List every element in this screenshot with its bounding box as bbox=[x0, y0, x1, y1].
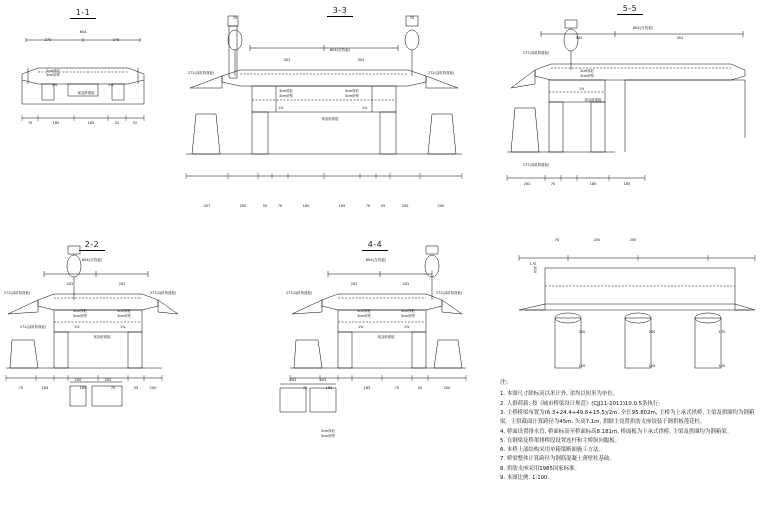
detail-callout-left: 200 202 bbox=[66, 378, 126, 418]
note-item: 2. 人群荷载: 按《城市桥梁设计规范》(CJJ11-2011)10.0.5条执行; bbox=[500, 400, 661, 407]
section-title: 1-1 bbox=[8, 8, 158, 17]
note-item: 4. 桥面设置排水管, 桥面标高至桥面标高8.181m, 桥面板为下承式拱桥, 主梁及拱圈均为钢箱梁。 bbox=[500, 428, 732, 435]
section-2-2: 2-2 604(含挡板) 202 202 272(浇筑桥面板) 272(浇筑桥面板) 3cm厚砼 3cm砂浆 3cm厚砼 3cm砂浆 1% 1% 现浇桥面板 272(浇筑桥面板) 70 185 185 70 55 200 bbox=[4, 240, 177, 390]
detail-callout-right: 202 202 3cm厚砼 3cm砂浆 bbox=[276, 378, 346, 428]
note-item: 9. 本图比例: 1:100. bbox=[500, 474, 550, 481]
section-title: 4-4 bbox=[320, 240, 430, 249]
section-title: 3-3 bbox=[290, 6, 390, 15]
section-1-1: 1-1 604 275 275 3cm厚砼 3cm砂浆 1% 1% 现浇桥面板 70 185 185 52 52 bbox=[8, 8, 158, 138]
note-item: 5. 在钢梁及桥架排桥段设置连杆和主桥纵向腹板。 bbox=[500, 437, 621, 444]
note-item: 7. 桥梁整体计算跨径为钢筋混凝土薄壁柱基础。 bbox=[500, 456, 615, 463]
section-3-3: 3-3 604(含挡板) 302 302 272(浇筑桥面板) 272(浇筑桥面板) 3cm厚砼 3cm砂浆 3cm厚砼 3cm砂浆 1% 1% 现浇桥面板 207 200 55 70 185 185 70 55 200 200 70 70 bbox=[180, 6, 500, 221]
note-item: 6. 本桥上部结构采用单箱梁断面施工方法。 bbox=[500, 447, 604, 454]
section-5-5: 5-5 804(含挡板) 302 502 272(浇筑桥面板) 3cm厚砼 3cm砂浆 1% 现浇桥面板 272(浇筑桥面板) 202 70 185 185 70 200 200 200 170 250 250 170 120 120 120 bbox=[505, 4, 755, 384]
notes-heading: 注: bbox=[500, 379, 509, 386]
note-item: 3. 主桥桥梁布置为(6.3+24.4+49.6+15.5)/2m, 全长95.802m, 主桥为上承式拱桥, 主梁及拱圈均为钢箱梁。主拱截面计算跨径为45m, 矢高7.1m, 拱脚主设置拱肋支座铰装于钢拱板莲花柱。 bbox=[500, 409, 755, 426]
section-4-4: 4-4 604(含挡板) 202 202 272(浇筑桥面板) 272(浇筑桥面板) 3cm厚砼 3cm砂浆 3cm厚砼 3cm砂浆 1% 1% 现浇桥面板 70 185 185 70 55 200 bbox=[286, 240, 463, 390]
note-item: 1. 本图尺寸除标高以米计外, 余均以厘米为单位。 bbox=[500, 391, 619, 398]
note-item: 8. 拱肋支座采用1985国家标准。 bbox=[500, 465, 580, 472]
section-title: 5-5 bbox=[505, 4, 755, 13]
notes-block bbox=[500, 378, 758, 483]
section-title: 2-2 bbox=[32, 240, 152, 249]
